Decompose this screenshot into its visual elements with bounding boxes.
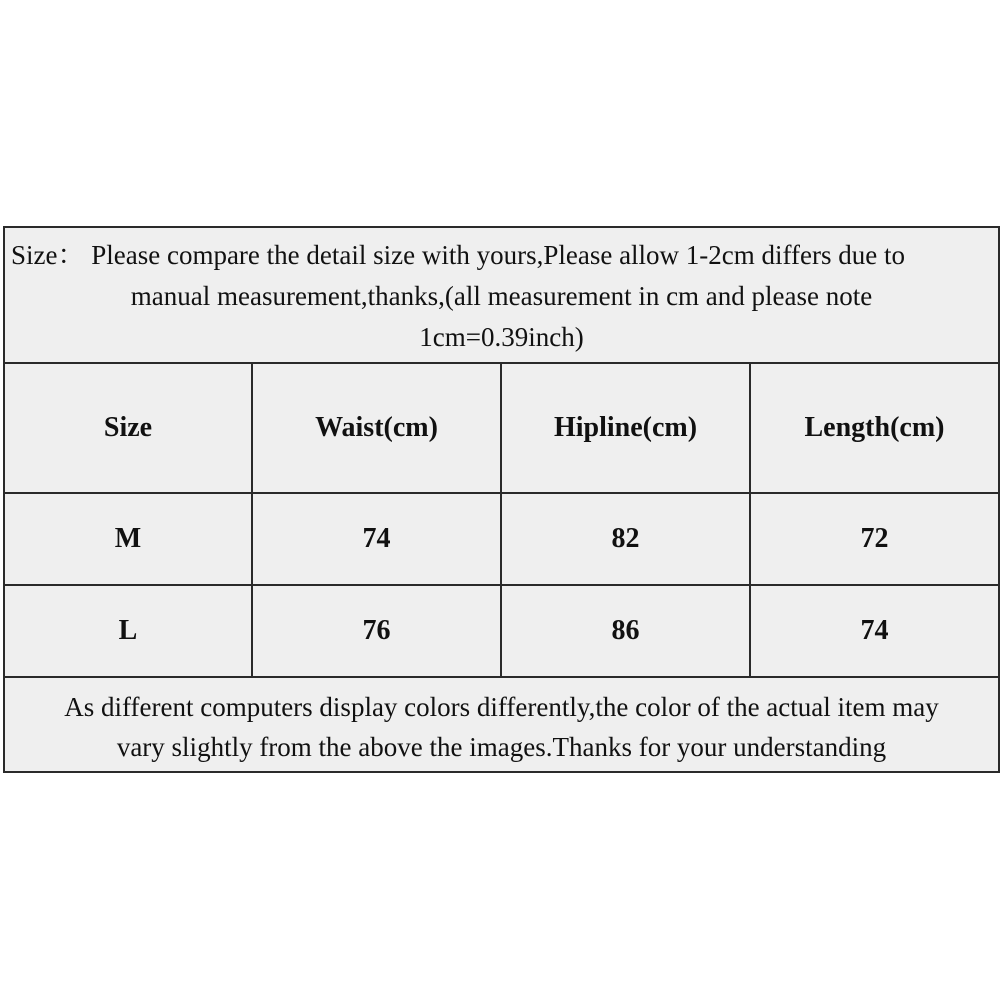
disclaimer-line-1: As different computers display colors differently,the color of the actual item may xyxy=(64,692,939,722)
size-table xyxy=(5,364,998,678)
row-m-hipline: 82 xyxy=(502,494,751,586)
size-note xyxy=(5,228,998,364)
color-disclaimer xyxy=(5,678,998,773)
row-m-length: 72 xyxy=(751,494,998,586)
row-l-waist: 76 xyxy=(253,586,502,678)
row-l-size: L xyxy=(5,586,253,678)
header-waist: Waist(cm) xyxy=(253,364,502,494)
header-hipline: Hipline(cm) xyxy=(502,364,751,494)
size-chart xyxy=(3,226,1000,773)
row-l-length: 74 xyxy=(751,586,998,678)
row-m-waist: 74 xyxy=(253,494,502,586)
disclaimer-line-2: vary slightly from the above the images.Thanks for your understanding xyxy=(116,732,887,762)
size-note-line-3: 1cm=0.39inch) xyxy=(419,322,584,352)
header-size: Size xyxy=(5,364,253,494)
header-length: Length(cm) xyxy=(751,364,998,494)
row-l-hipline: 86 xyxy=(502,586,751,678)
size-note-line-2: manual measurement,thanks,(all measurement in cm and please note xyxy=(130,281,873,311)
size-note-line-1: Size： Please compare the detail size with yours,Please allow 1-2cm differs due to xyxy=(11,240,905,270)
row-m-size: M xyxy=(5,494,253,586)
